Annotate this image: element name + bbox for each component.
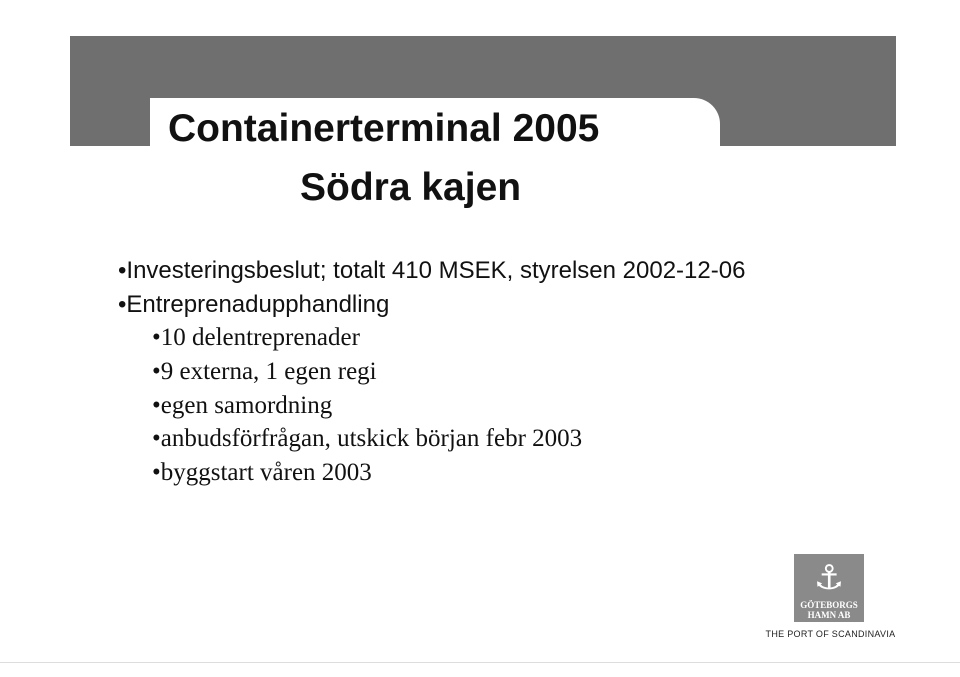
bullet-item: •Investeringsbeslut; totalt 410 MSEK, styrelsen 2002-12-06	[118, 257, 746, 284]
logo-name	[794, 600, 864, 620]
goteborgs-hamn-logo	[794, 554, 864, 622]
logo-name-line2: HAMN AB	[807, 610, 851, 620]
sub-bullet-item: •anbudsförfrågan, utskick början febr 2003	[152, 425, 583, 452]
slide-title: Containerterminal 2005	[168, 107, 600, 150]
sub-bullet-item: •9 externa, 1 egen regi	[152, 358, 377, 385]
bullet-item: •Entreprenadupphandling	[118, 291, 390, 318]
slide-subtitle: Södra kajen	[300, 166, 522, 209]
logo-name-line1: GÖTEBORGS	[800, 600, 858, 610]
footer-divider	[0, 662, 960, 663]
sub-bullet-item: •egen samordning	[152, 392, 333, 419]
sub-bullet-item: •10 delentreprenader	[152, 324, 360, 351]
anchor-mark-icon: ⚓	[813, 558, 845, 598]
sub-bullet-item: •byggstart våren 2003	[152, 459, 372, 486]
logo-tagline: THE PORT OF SCANDINAVIA	[765, 629, 896, 639]
